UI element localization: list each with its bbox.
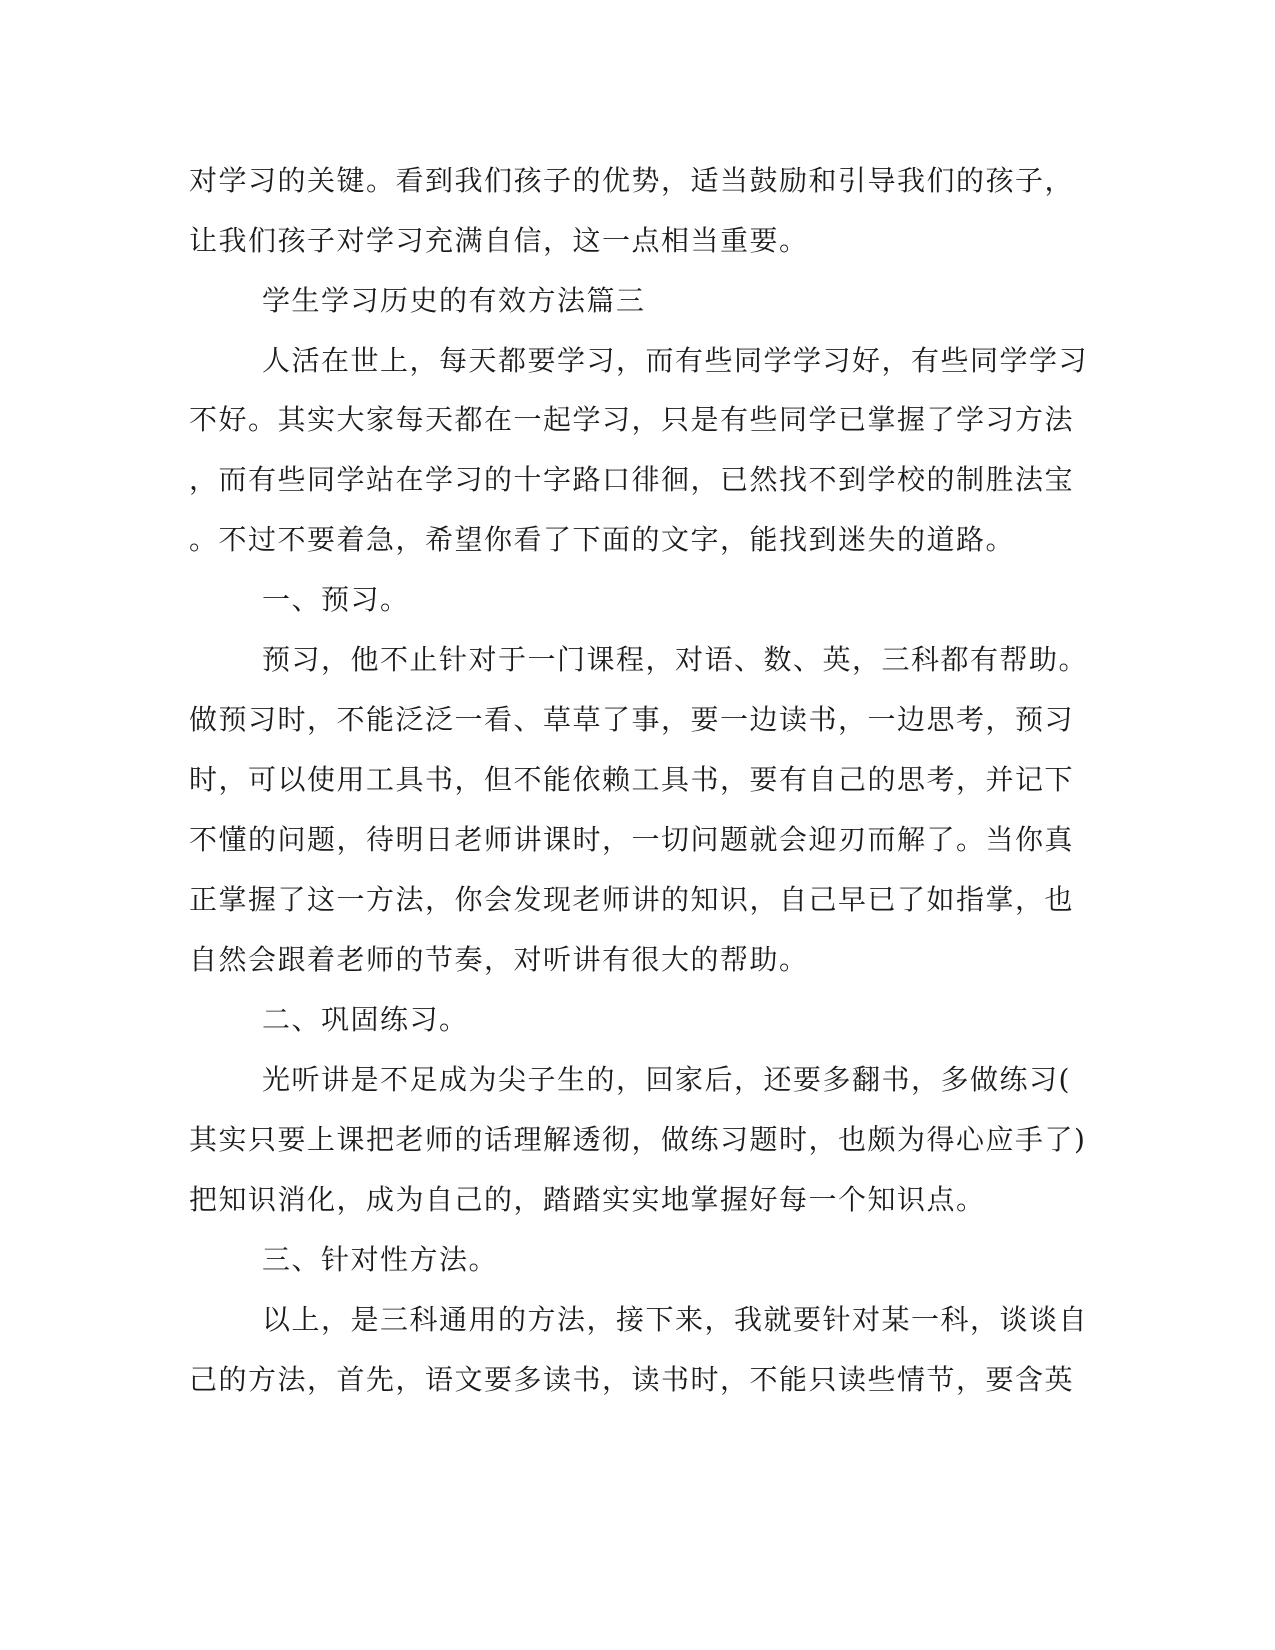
text-line: 不好。其实大家每天都在一起学习，只是有些同学已掌握了学习方法 bbox=[189, 403, 1075, 436]
text-line: 。不过不要着急，希望你看了下面的文字，能找到迷失的道路。 bbox=[189, 523, 1016, 556]
text-line: 把知识消化，成为自己的，踏踏实实地掌握好每一个知识点。 bbox=[189, 1183, 986, 1216]
text-line: 以上，是三科通用的方法，接下来，我就要针对某一科，谈谈自 bbox=[262, 1303, 1089, 1336]
text-line: ，而有些同学站在学习的十字路口徘徊，已然找不到学校的制胜法宝 bbox=[189, 463, 1075, 496]
subheading-practice: 二、巩固练习。 bbox=[262, 1003, 469, 1036]
text-line: 不懂的问题，待明日老师讲课时，一切问题就会迎刃而解了。当你真 bbox=[189, 823, 1075, 856]
text-line: 人活在世上，每天都要学习，而有些同学学习好，有些同学学习 bbox=[262, 344, 1089, 377]
text-line: 正掌握了这一方法，你会发现老师讲的知识，自己早已了如指掌，也 bbox=[189, 883, 1075, 916]
text-line: 让我们孩子对学习充满自信，这一点相当重要。 bbox=[189, 224, 809, 257]
text-line: 对学习的关键。看到我们孩子的优势，适当鼓励和引导我们的孩子， bbox=[189, 164, 1075, 197]
text-line: 时，可以使用工具书，但不能依赖工具书，要有自己的思考，并记下 bbox=[189, 763, 1075, 796]
text-line: 己的方法，首先，语文要多读书，读书时，不能只读些情节，要含英 bbox=[189, 1363, 1075, 1396]
text-line: 做预习时，不能泛泛一看、草草了事，要一边读书，一边思考，预习 bbox=[189, 703, 1075, 736]
text-line: 预习，他不止针对于一门课程，对语、数、英，三科都有帮助。 bbox=[262, 643, 1089, 676]
text-line: 光听讲是不足成为尖子生的，回家后，还要多翻书，多做练习( bbox=[262, 1063, 1071, 1096]
subheading-targeted: 三、针对性方法。 bbox=[262, 1243, 499, 1276]
section-heading: 学生学习历史的有效方法篇三 bbox=[262, 284, 646, 317]
text-line: 其实只要上课把老师的话理解透彻，做练习题时，也颇为得心应手了) bbox=[189, 1123, 1087, 1156]
subheading-preview: 一、预习。 bbox=[262, 583, 410, 616]
text-line: 自然会跟着老师的节奏，对听讲有很大的帮助。 bbox=[189, 943, 809, 976]
